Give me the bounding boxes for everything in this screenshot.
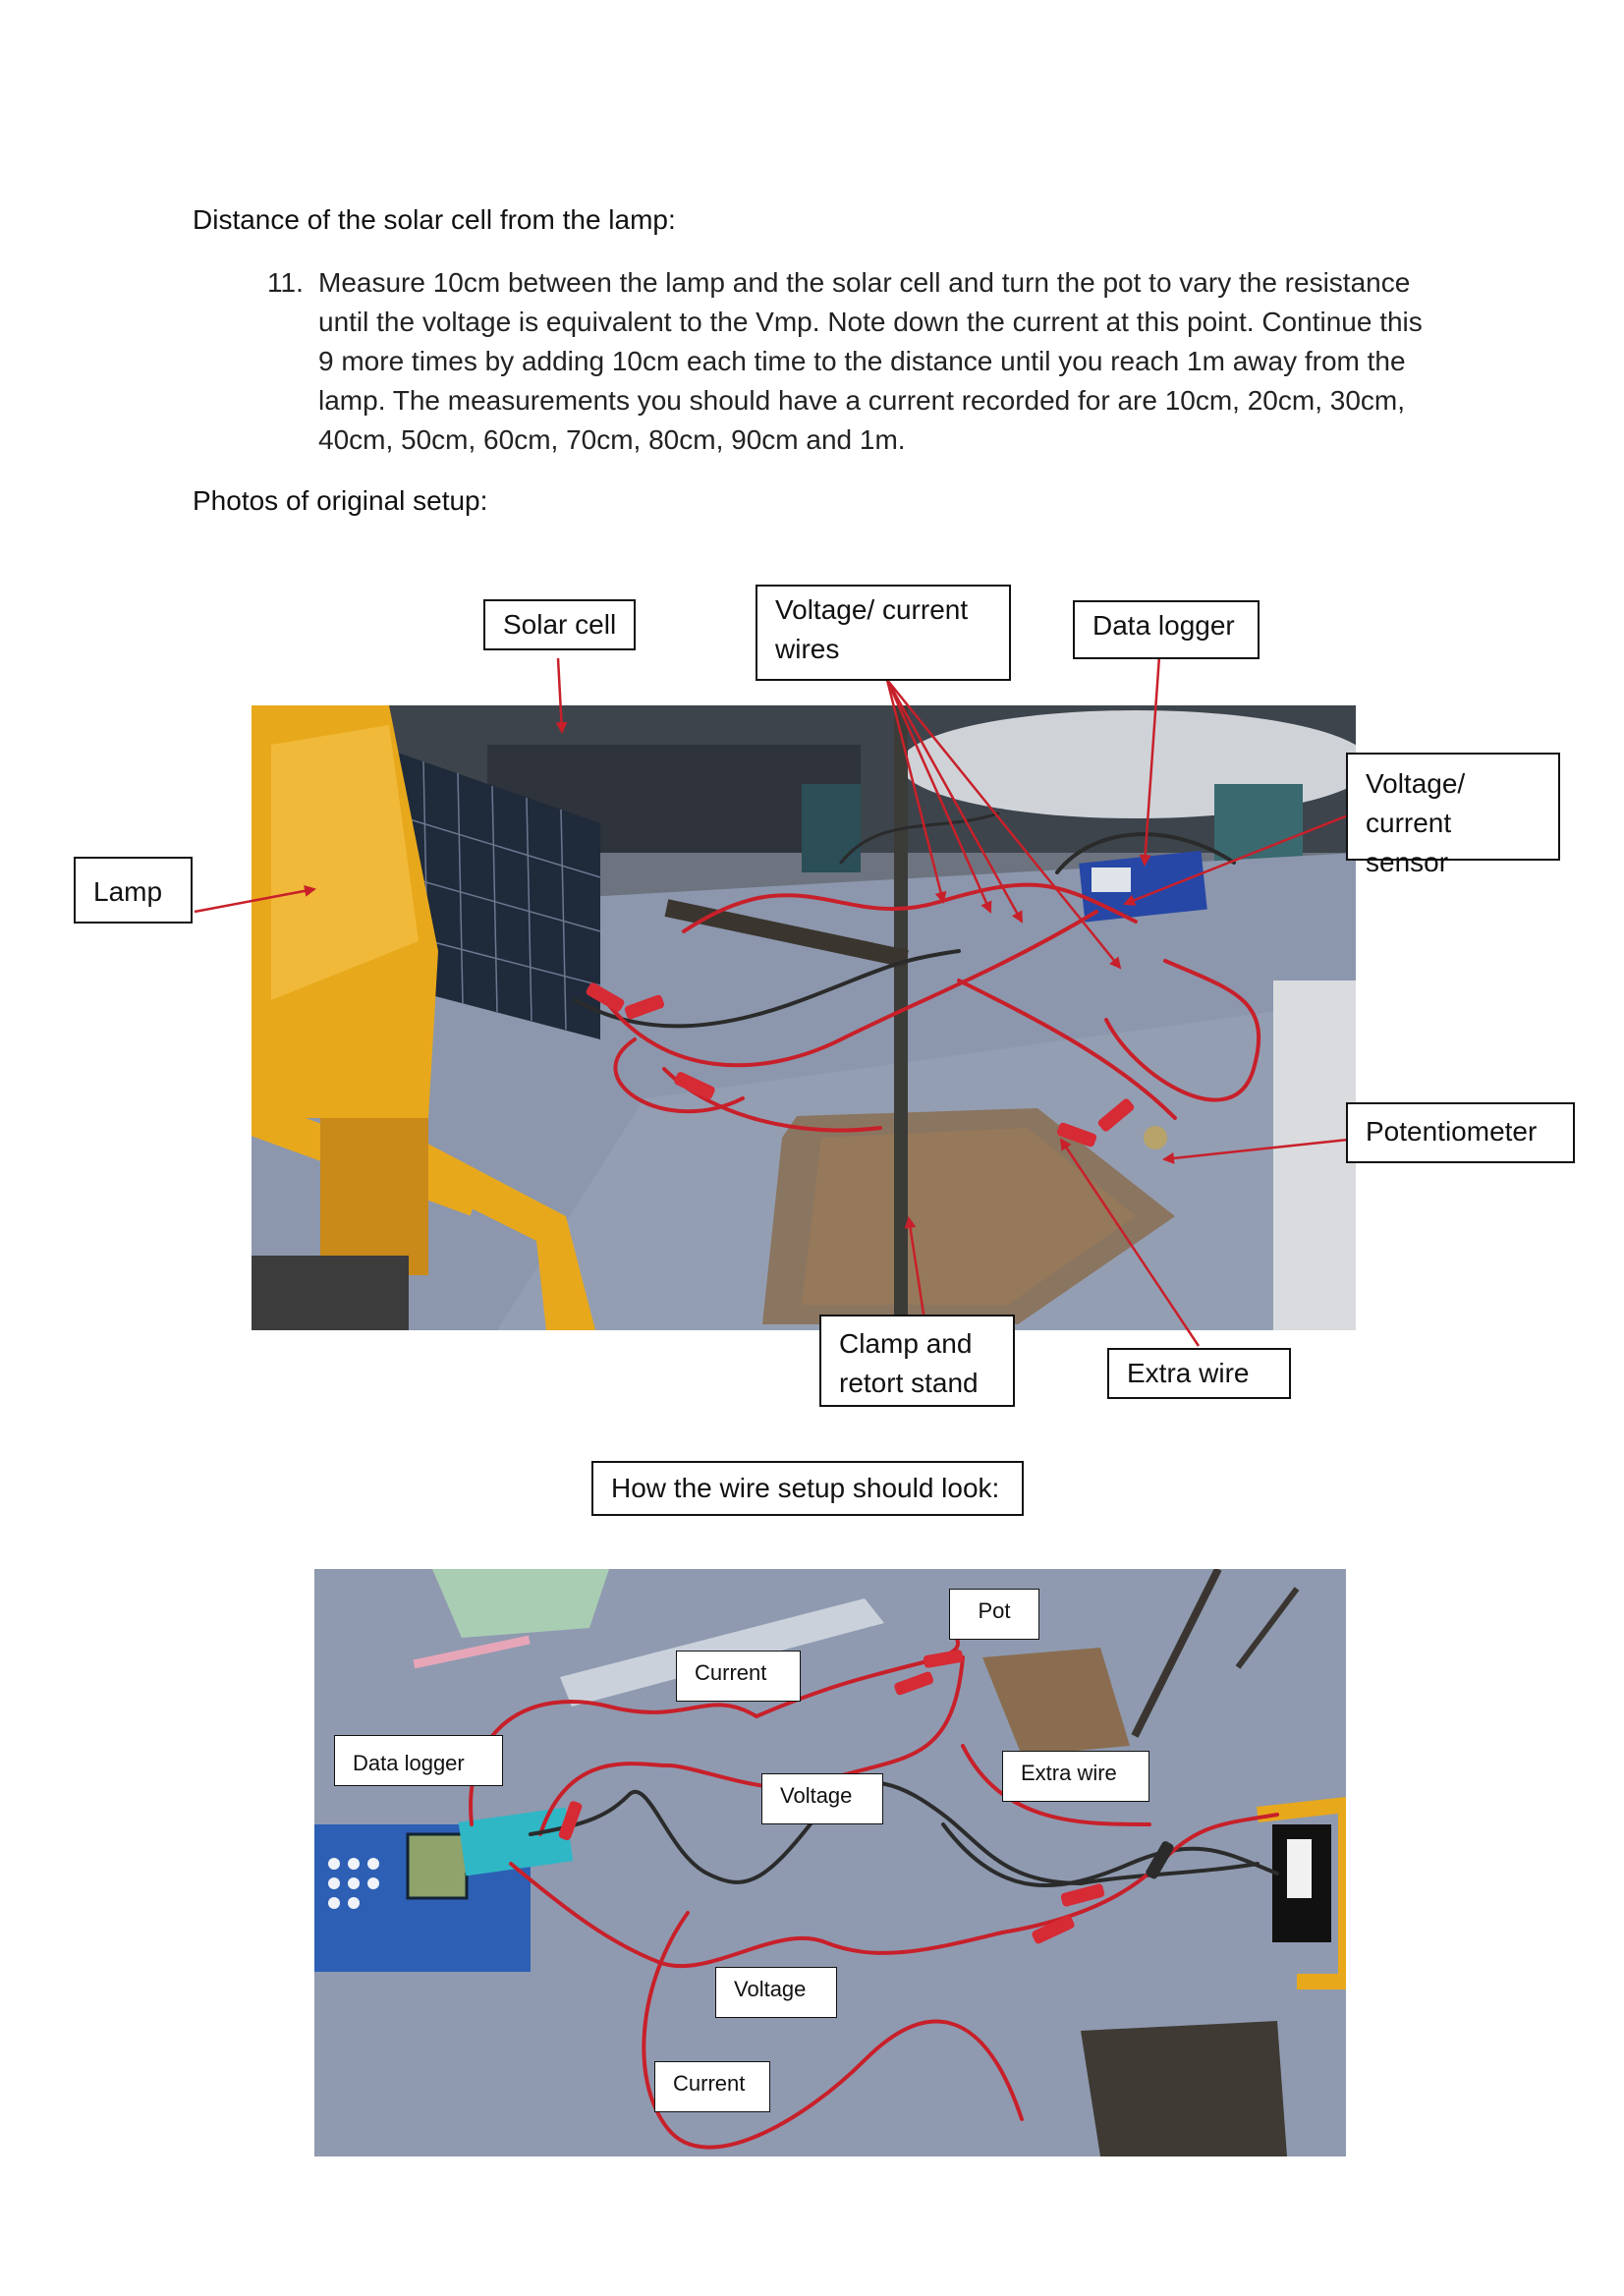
label-data-logger-2: Data logger — [334, 1735, 503, 1786]
step-text: Measure 10cm between the lamp and the solar cell and turn the pot to vary the resistance until the voltage is equivalent to the Vmp. Note down the current at this point. Continue this 9 more times by adding 10cm each time to the distance until you reach 1m away from the lamp. The measurements you should have a current recorded for are 10cm, 20cm, 30cm, 40cm, 50cm, 60cm, 70cm, 80cm, 90cm and 1m. — [318, 267, 1423, 455]
label-data-logger: Data logger — [1073, 600, 1260, 659]
label-solar-cell: Solar cell — [483, 599, 636, 650]
label-voltage-current-wires: Voltage/ current wires — [756, 585, 1011, 681]
label-potentiometer: Potentiometer — [1346, 1102, 1575, 1163]
label-current-top: Current — [676, 1651, 801, 1702]
label-extra-wire-2: Extra wire — [1002, 1751, 1149, 1802]
label-voltage-current-sensor: Voltage/ current sensor — [1346, 753, 1560, 861]
label-pot: Pot — [949, 1589, 1039, 1640]
wire-setup-title: How the wire setup should look: — [591, 1461, 1024, 1516]
wire-setup-photo — [314, 1569, 1346, 2156]
wire-setup-photo-graphic — [314, 1569, 1346, 2156]
section-title: Distance of the solar cell from the lamp: — [193, 204, 676, 235]
label-voltage-bottom: Voltage — [715, 1967, 837, 2018]
step-number: 11. — [267, 267, 304, 298]
photos-title: Photos of original setup: — [193, 485, 488, 516]
label-clamp-retort-stand: Clamp and retort stand — [819, 1315, 1015, 1407]
label-current-bottom: Current — [654, 2061, 770, 2112]
label-lamp: Lamp — [74, 857, 193, 924]
label-voltage-top: Voltage — [761, 1773, 883, 1824]
label-extra-wire: Extra wire — [1107, 1348, 1291, 1399]
